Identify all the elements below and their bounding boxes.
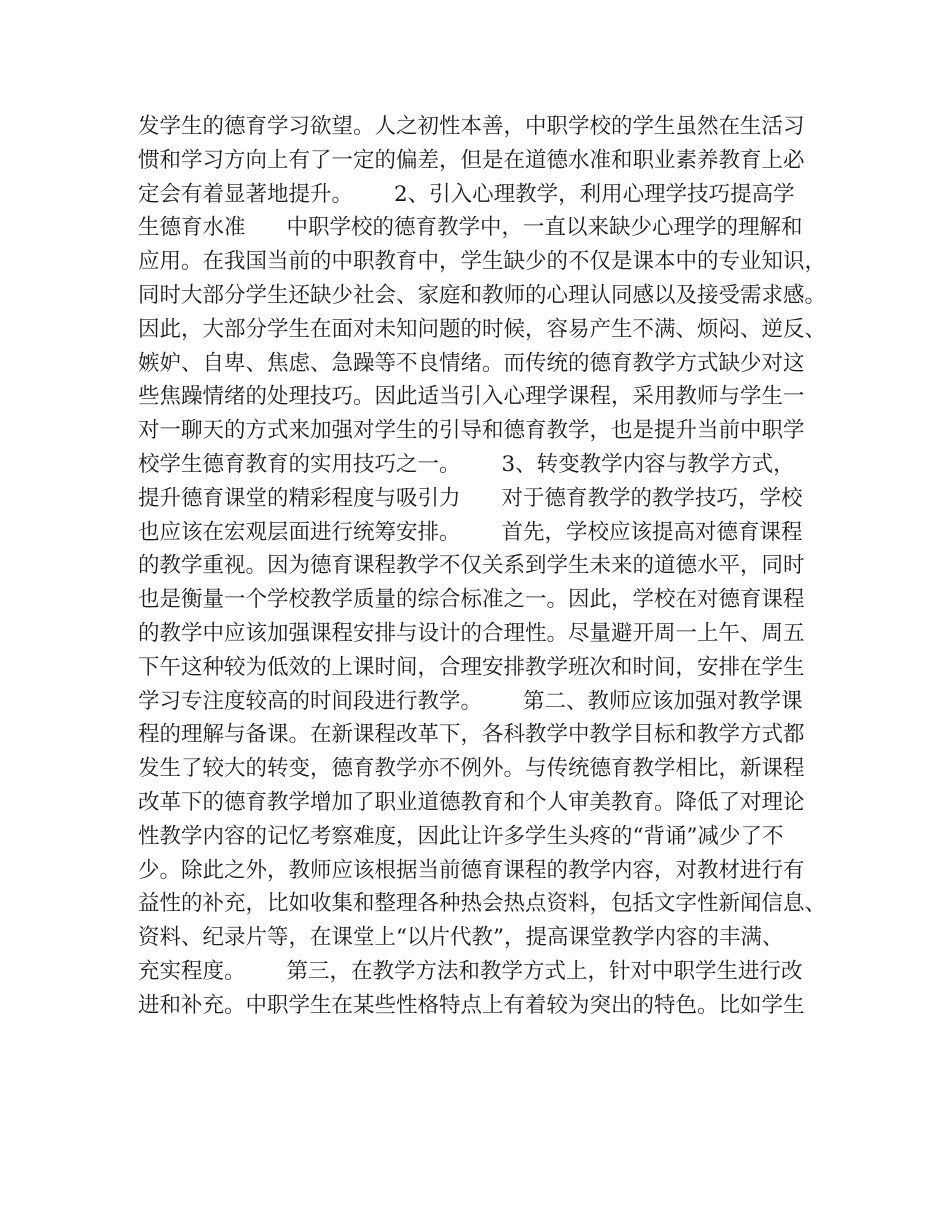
text-line: 同时大部分学生还缺少社会、家庭和教师的心理认同感以及接受需求感。 [138, 282, 827, 308]
text-line: 发生了较大的转变，德育教学亦不例外。与传统德育教学相比，新课程 [138, 756, 805, 782]
text-line: 些焦躁情绪的处理技巧。因此适当引入心理学课程，采用教师与学生一 [138, 384, 805, 410]
text-line: 资料、纪录片等，在课堂上“以片代教”，提高课堂教学内容的丰满、 [138, 925, 784, 951]
text-line: 提升德育课堂的精彩程度与吸引力 对于德育教学的教学技巧，学校 [138, 485, 803, 511]
text-line: 的教学中应该加强课程安排与设计的合理性。尽量避开周一上午、周五 [138, 620, 805, 646]
text-line: 生德育水准 中职学校的德育教学中，一直以来缺少心理学的理解和 [138, 215, 803, 241]
text-line: 嫉妒、自卑、焦虑、急躁等不良情绪。而传统的德育教学方式缺少对这 [138, 350, 805, 376]
text-line: 学习专注度较高的时间段进行教学。 第二、教师应该加强对教学课 [138, 688, 803, 714]
text-line: 也是衡量一个学校教学质量的综合标准之一。因此，学校在对德育课程 [138, 587, 805, 613]
text-line: 改革下的德育教学增加了职业道德教育和个人审美教育。降低了对理论 [138, 789, 805, 815]
text-line: 校学生德育教育的实用技巧之一。 3、转变教学内容与教学方式， [138, 451, 795, 477]
text-line: 因此，大部分学生在面对未知问题的时候，容易产生不满、烦闷、逆反、 [138, 316, 827, 342]
text-line: 充实程度。 第三，在教学方法和教学方式上，针对中职学生进行改 [138, 958, 803, 984]
text-line: 对一聊天的方式来加强对学生的引导和德育教学，也是提升当前中职学 [138, 418, 805, 444]
text-line: 惯和学习方向上有了一定的偏差，但是在道德水准和职业素养教育上必 [138, 147, 805, 173]
text-line: 少。除此之外，教师应该根据当前德育课程的教学内容，对教材进行有 [138, 857, 805, 883]
text-line: 应用。在我国当前的中职教育中，学生缺少的不仅是课本中的专业知识， [138, 249, 827, 275]
text-line: 定会有着显著地提升。 2、引入心理教学，利用心理学技巧提高学 [138, 181, 795, 207]
text-line: 也应该在宏观层面进行统筹安排。 首先，学校应该提高对德育课程 [138, 519, 803, 545]
text-line: 益性的补充，比如收集和整理各种热会热点资料，包括文字性新闻信息、 [138, 891, 827, 917]
text-line: 性教学内容的记忆考察难度，因此让许多学生头疼的“背诵”减少了不 [138, 823, 784, 849]
body-text [138, 110, 828, 1023]
text-line: 的教学重视。因为德育课程教学不仅关系到学生未来的道德水平，同时 [138, 553, 805, 579]
text-line: 发学生的德育学习欲望。人之初性本善，中职学校的学生虽然在生活习 [138, 114, 805, 139]
text-line: 进和补充。中职学生在某些性格特点上有着较为突出的特色。比如学生 [138, 992, 805, 1018]
text-line: 下午这种较为低效的上课时间，合理安排教学班次和时间，安排在学生 [138, 654, 805, 680]
text-line: 程的理解与备课。在新课程改革下，各科教学中教学目标和教学方式都 [138, 722, 805, 748]
